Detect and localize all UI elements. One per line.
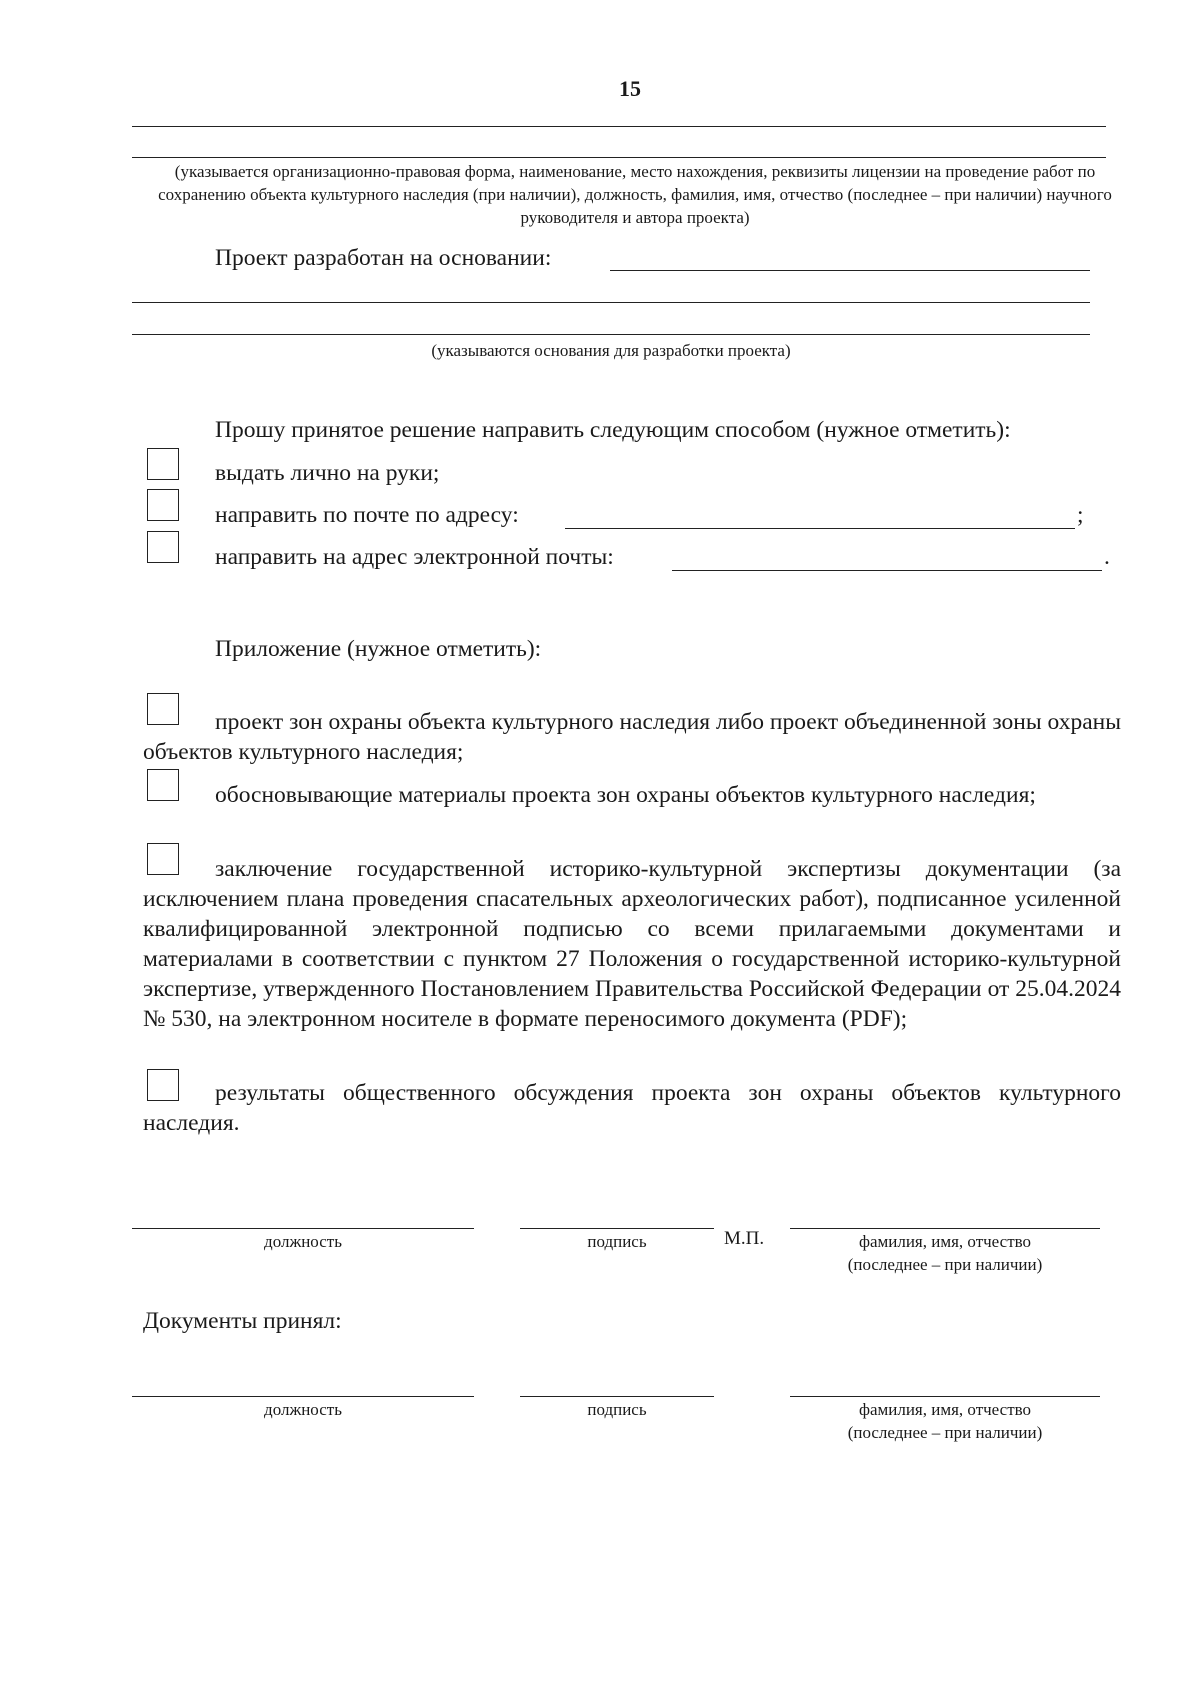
attachment-item-2: обосновывающие материалы проекта зон охраны объектов культурного наследия; bbox=[215, 782, 1036, 808]
received-heading: Документы принял: bbox=[143, 1308, 342, 1334]
applicant-line-1[interactable] bbox=[132, 126, 1106, 127]
delivery-heading: Прошу принятое решение направить следующим способом (нужное отметить): bbox=[215, 417, 1011, 443]
delivery-option-post: направить по почте по адресу: bbox=[215, 502, 519, 528]
applicant-signature-caption: подпись bbox=[587, 1232, 647, 1251]
basis-label: Проект разработан на основании: bbox=[215, 245, 552, 271]
basis-field-line-1[interactable] bbox=[610, 270, 1090, 271]
email-address-field[interactable] bbox=[672, 570, 1102, 571]
delivery-checkbox-post[interactable] bbox=[147, 489, 179, 521]
basis-field-line-3[interactable] bbox=[132, 334, 1090, 335]
delivery-option-in-person: выдать лично на руки; bbox=[215, 460, 440, 486]
attachments-heading: Приложение (нужное отметить): bbox=[215, 636, 542, 662]
delivery-option-email: направить на адрес электронной почты: bbox=[215, 544, 614, 570]
attachment-item-1: проект зон охраны объекта культурного наследия либо проект объединенной зоны охраны объектов культурного наследия; bbox=[143, 709, 1121, 765]
applicant-caption: (указывается организационно-правовая форма, наименование, место нахождения, реквизиты лицензии на проведение работ по сохранению объекта культурного наследия (при наличии), должность, фамилия, имя, отчество (последнее – при наличии) научного руководителя и автора проекта) bbox=[158, 162, 1112, 227]
applicant-position-caption: должность bbox=[264, 1232, 342, 1251]
applicant-name-line[interactable] bbox=[790, 1228, 1100, 1229]
attachment-item-3: заключение государственной историко-культурной экспертизы документации (за исключением плана проведения спасательных археологических работ), подписанное усиленной квалифицированной электронной подписью со всеми прилагаемыми документами и материалами в соответствии с пунктом 27 Положения о государственной историко-культурной экспертизе, утвержденного Постановлением Правительства Российской Федерации от 25.04.2024 № 530, на электронном носителе в формате переносимого документа (PDF); bbox=[143, 856, 1121, 1032]
received-name-caption-2: (последнее – при наличии) bbox=[847, 1423, 1043, 1442]
delivery-checkbox-in-person[interactable] bbox=[147, 448, 179, 480]
applicant-line-2[interactable] bbox=[132, 157, 1106, 158]
basis-field-line-2[interactable] bbox=[132, 302, 1090, 303]
delivery-checkbox-email[interactable] bbox=[147, 531, 179, 563]
email-address-suffix: . bbox=[1104, 544, 1110, 570]
post-address-suffix: ; bbox=[1077, 502, 1084, 528]
stamp-label: М.П. bbox=[724, 1228, 765, 1249]
received-position-caption: должность bbox=[264, 1400, 342, 1419]
attachment-item-4: результаты общественного обсуждения проекта зон охраны объектов культурного наследия. bbox=[143, 1080, 1121, 1136]
received-name-caption-1: фамилия, имя, отчество bbox=[858, 1400, 1032, 1419]
applicant-name-caption-2: (последнее – при наличии) bbox=[847, 1255, 1043, 1274]
received-signature-caption: подпись bbox=[587, 1400, 647, 1419]
basis-caption: (указываются основания для разработки проекта) bbox=[431, 341, 791, 360]
received-signature-line[interactable] bbox=[520, 1396, 714, 1397]
received-name-line[interactable] bbox=[790, 1396, 1100, 1397]
page-number: 15 bbox=[619, 76, 641, 101]
applicant-position-line[interactable] bbox=[132, 1228, 474, 1229]
received-position-line[interactable] bbox=[132, 1396, 474, 1397]
applicant-name-caption-1: фамилия, имя, отчество bbox=[858, 1232, 1032, 1251]
post-address-field[interactable] bbox=[565, 528, 1075, 529]
applicant-signature-line[interactable] bbox=[520, 1228, 714, 1229]
